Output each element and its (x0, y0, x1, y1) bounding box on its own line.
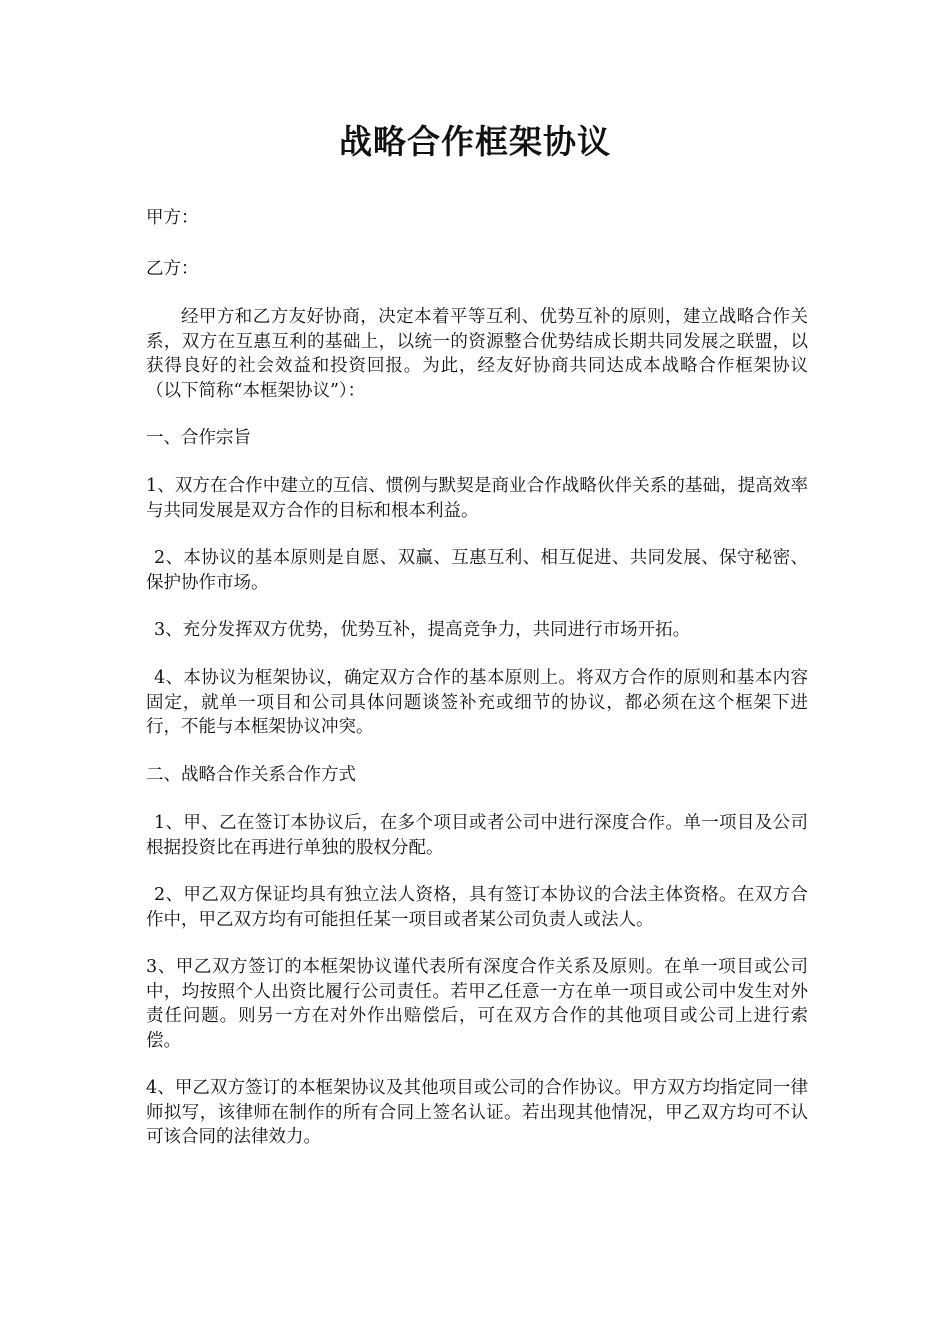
intro-paragraph: 经甲方和乙方友好协商，决定本着平等互利、优势互补的原则，建立战略合作关系，双方在互惠互利的基础上，以统一的资源整合优势结成长期共同发展之联盟，以获得良好的社会效益和投资回报。为此，经友好协商共同达成本战略合作框架协议（以下简称“本框架协议”）： (146, 307, 808, 401)
section-1-heading: 一、合作宗旨 (146, 428, 251, 448)
section-2-item-1: 1、甲、乙在签订本协议后，在多个项目或者公司中进行深度合作。单一项目及公司根据投资比在再进行单独的股权分配。 (146, 813, 808, 858)
document-title: 战略合作框架协议 (339, 122, 611, 161)
section-1-item-2: 2、本协议的基本原则是自愿、双赢、互惠互利、相互促进、共同发展、保守秘密、保护协作市场。 (146, 548, 808, 593)
section-1-item-3: 3、充分发挥双方优势，优势互补，提高竞争力，共同进行市场开拓。 (154, 620, 691, 640)
section-1-item-4: 4、本协议为框架协议，确定双方合作的基本原则上。将双方合作的原则和基本内容固定，就单一项目和公司具体问题谈签补充或细节的协议，都必须在这个框架下进行，不能与本框架协议冲突。 (146, 668, 808, 737)
section-2-item-4: 4、甲乙双方签订的本框架协议及其他项目或公司的合作协议。甲方双方均指定同一律师拟写，该律师在制作的所有合同上签名认证。若出现其他情况，甲乙双方均可不认可该合同的法律效力。 (146, 1078, 808, 1147)
section-2-item-2: 2、甲乙双方保证均具有独立法人资格，具有签订本协议的合法主体资格。在双方合作中，甲乙双方均有可能担任某一项目或者某公司负责人或法人。 (146, 885, 808, 930)
section-2-heading: 二、战略合作关系合作方式 (146, 765, 356, 785)
party-a-label: 甲方： (146, 208, 199, 228)
section-1-item-1: 1、双方在合作中建立的互信、惯例与默契是商业合作战略伙伴关系的基础，提高效率与共同发展是双方合作的目标和根本利益。 (146, 476, 808, 521)
party-b-label: 乙方： (146, 259, 199, 279)
section-2-item-3: 3、甲乙双方签订的本框架协议谨代表所有深度合作关系及原则。在单一项目或公司中，均按照个人出资比履行公司责任。若甲乙任意一方在单一项目或公司中发生对外责任问题。则另一方在对外作出赔偿后，可在双方合作的其他项目或公司上进行索偿。 (146, 957, 808, 1051)
